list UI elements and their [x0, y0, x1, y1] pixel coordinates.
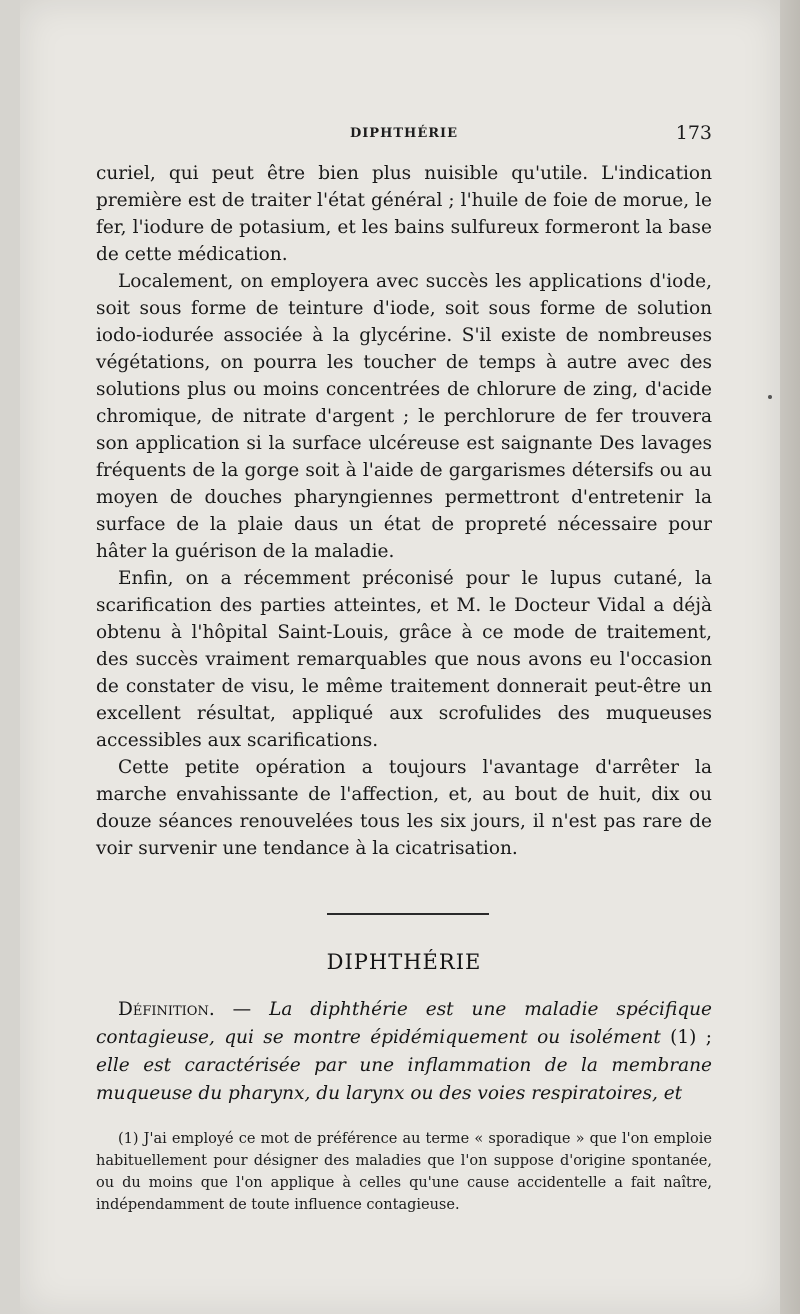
page-edge: [780, 0, 800, 1314]
section-divider: [327, 913, 489, 915]
body-text: [96, 160, 712, 862]
paragraph-2: Localement, on employera avec succès les applications d'iode, soit sous forme de teinture d'iode, soit sous forme de solution iodo-iodurée associée à la glycérine. S'il existe de nombreuses végétations, on pourra les toucher de temps à autre avec des solutions plus ou moins concentrées de chlorure de zing, d'acide chromique, de nitrate d'argent ; le perchlorure de fer trouvera son application si la surface ulcéreuse est saignante Des lavages fréquents de la gorge soit à l'aide de gargarismes détersifs ou au moyen de douches pharyngiennes permettront d'entretenir la surface de la plaie daus un état de propreté nécessaire pour hâter la guérison de la maladie.: [96, 271, 712, 562]
paragraph-3: Enfin, on a récemment préconisé pour le lupus cutané, la scarification des parties atteintes, et M. le Docteur Vidal a déjà obtenu à l'hôpital Saint-Louis, grâce à ce mode de traitement, des succès vraiment remarquables que nous avons eu l'occasion de constater de visu, le même traitement donnerait peut-être un excellent résultat, appliqué aux scrofulides des muqueuses accessibles aux scarifications.: [96, 568, 712, 751]
section-title: DIPHTHÉRIE: [326, 950, 482, 974]
paragraph-1: curiel, qui peut être bien plus nuisible qu'utile. L'indication première est de traiter l'état général ; l'huile de foie de morue, le fer, l'iodure de potasium, et les bains sulfureux formeront la base de cette médication.: [96, 163, 712, 265]
footnote: (1) J'ai employé ce mot de préférence au terme « sporadique » que l'on emploie habituellement pour désigner des maladies que l'on suppose d'origine spontanée, ou du moins que l'on applique à celles qu'une cause accidentelle a fait naître, indépendamment de toute influence contagieuse.: [96, 1131, 712, 1213]
definition-text-2: elle est caractérisée par une inflammation de la membrane muqueuse du pharynx, du larynx ou des voies respiratoires, et: [96, 1055, 712, 1104]
margin-mark: [768, 395, 772, 399]
running-title: DIPHTHÉRIE: [349, 126, 459, 141]
paragraph-4: Cette petite opération a toujours l'avantage d'arrêter la marche envahissante de l'affection, et, au bout de huit, dix ou douze séances renouvelées tous les six jours, il n'est pas rare de voir survenir une tendance à la cicatrisation.: [96, 757, 712, 859]
page-number: 173: [675, 122, 712, 144]
definition-text-1: La diphthérie est une maladie spécifique contagieuse, qui se montre épidémiquement ou isolément: [96, 999, 712, 1048]
definition-paragraph: [96, 996, 712, 1108]
definition-footnote-ref: (1) ;: [670, 1027, 712, 1048]
definition-label: Définition. —: [118, 999, 252, 1020]
running-head: [96, 120, 712, 146]
